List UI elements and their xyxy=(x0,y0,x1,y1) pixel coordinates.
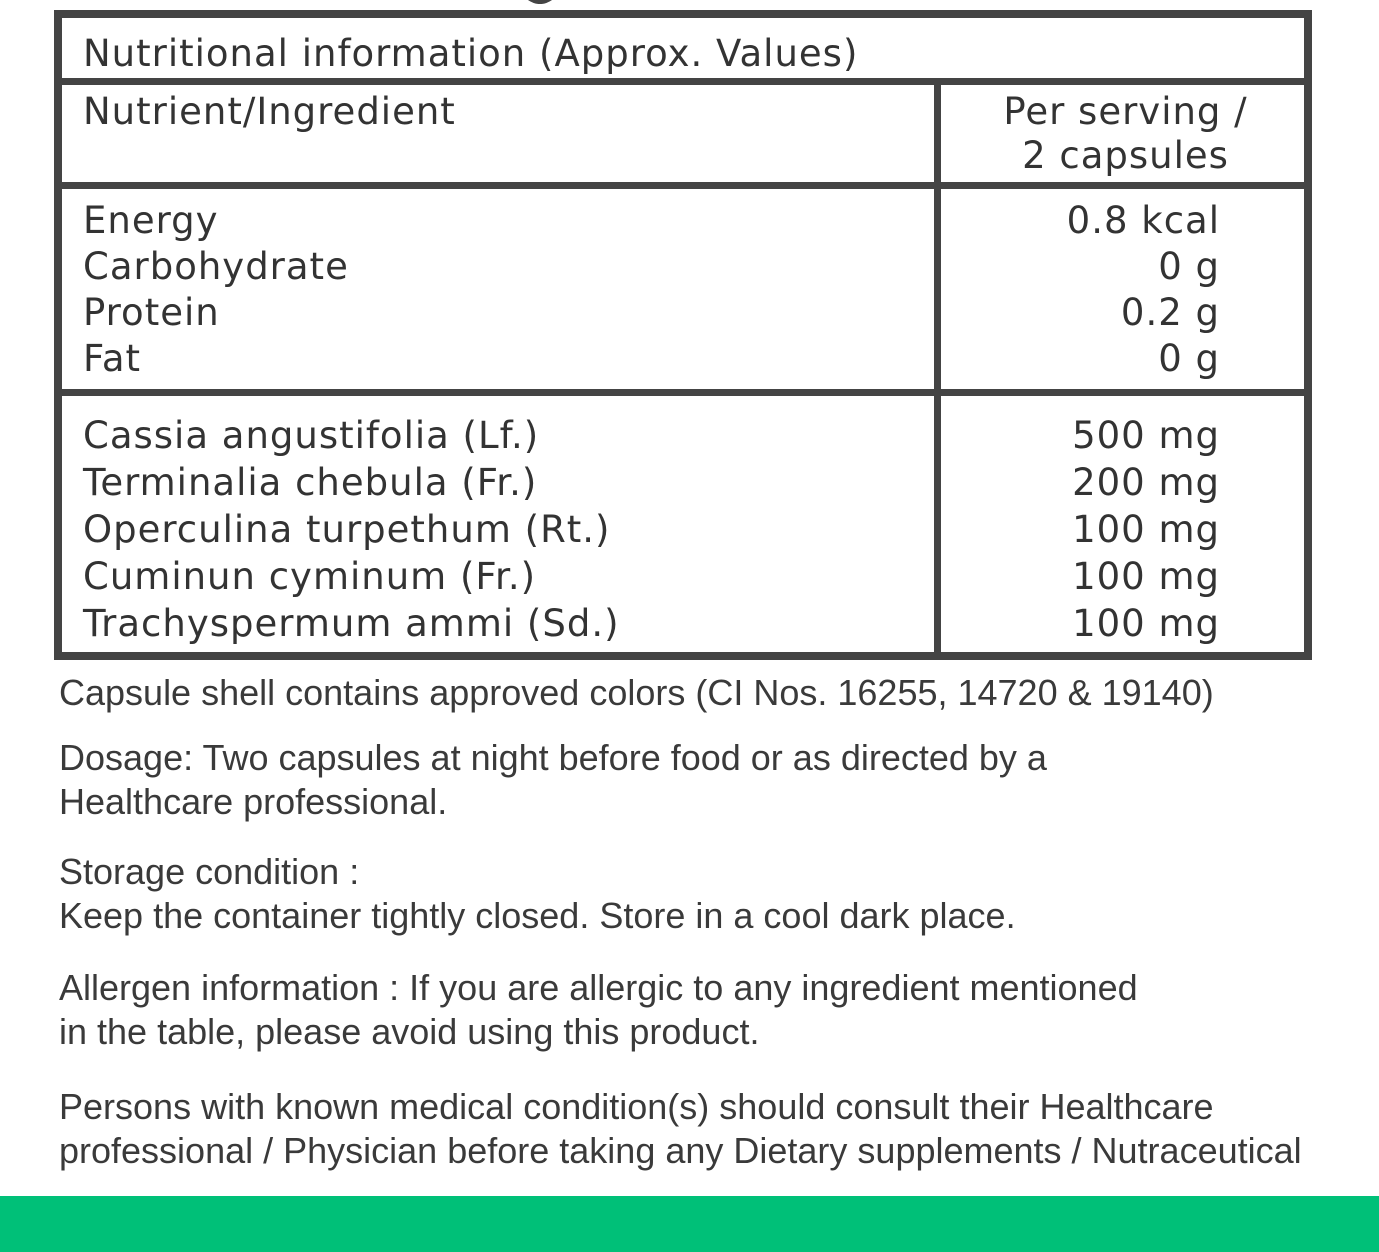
ingredient-value: 500 mg xyxy=(1072,414,1220,457)
dosage-note xyxy=(59,736,1369,824)
ingredient-values xyxy=(1072,412,1220,647)
ingredient-value: 200 mg xyxy=(1072,461,1220,504)
table-divider-header xyxy=(62,182,1304,189)
ingredient-name: Cassia angustifolia (Lf.) xyxy=(83,414,540,457)
ingredient-name: Operculina turpethum (Rt.) xyxy=(83,508,611,551)
persons-line1: Persons with known medical condition(s) should consult their Healthcare xyxy=(59,1086,1214,1127)
ingredient-name: Cuminun cyminum (Fr.) xyxy=(83,555,537,598)
per-serving-column-header xyxy=(948,90,1303,178)
capsule-shell-text: Capsule shell contains approved colors (CI Nos. 16255, 14720 & 19140) xyxy=(59,672,1214,713)
nutrient-value: 0 g xyxy=(1158,337,1220,380)
ingredient-value: 100 mg xyxy=(1072,602,1220,645)
ingredient-value: 100 mg xyxy=(1072,555,1220,598)
nutrient-column-header: Nutrient/Ingredient xyxy=(83,90,456,133)
table-title: Nutritional information (Approx. Values) xyxy=(83,32,859,75)
table-column-divider xyxy=(934,85,941,652)
storage-line2: Keep the container tightly closed. Store in a cool dark place. xyxy=(59,895,1016,936)
dosage-line2: Healthcare professional. xyxy=(59,781,448,822)
nutrient-value: 0.2 g xyxy=(1120,291,1220,334)
cropped-text-remnant xyxy=(520,0,560,4)
storage-line1: Storage condition : xyxy=(59,851,360,892)
nutrient-value: 0 g xyxy=(1158,245,1220,288)
nutrient-name: Energy xyxy=(83,199,219,242)
nutrient-values xyxy=(1067,198,1220,382)
ingredient-name: Trachyspermum ammi (Sd.) xyxy=(83,602,620,645)
allergen-note xyxy=(59,966,1369,1054)
ingredient-name: Terminalia chebula (Fr.) xyxy=(83,461,538,504)
nutrient-name: Fat xyxy=(83,337,142,380)
persons-line2: professional / Physician before taking any Dietary supplements / Nutraceutical xyxy=(59,1130,1302,1171)
nutrient-name: Protein xyxy=(83,291,220,334)
allergen-line1: Allergen information : If you are allergic to any ingredient mentioned xyxy=(59,967,1138,1008)
per-serving-header-line1: Per serving / xyxy=(1003,90,1248,133)
nutrition-table xyxy=(54,10,1312,660)
per-serving-header-line2: 2 capsules xyxy=(1022,134,1229,177)
footer-color-bar xyxy=(0,1196,1379,1252)
storage-note xyxy=(59,850,1369,938)
ingredient-value: 100 mg xyxy=(1072,508,1220,551)
allergen-line2: in the table, please avoid using this product. xyxy=(59,1011,760,1052)
table-divider-sections xyxy=(62,389,1304,396)
nutrient-value: 0.8 kcal xyxy=(1066,199,1220,242)
nutrient-name: Carbohydrate xyxy=(83,245,349,288)
table-divider-title xyxy=(62,78,1304,85)
nutrient-names xyxy=(83,198,349,382)
dosage-line1: Dosage: Two capsules at night before food or as directed by a xyxy=(59,737,1047,778)
ingredient-names xyxy=(83,412,620,647)
medical-condition-note xyxy=(59,1085,1369,1173)
capsule-shell-note xyxy=(59,671,1369,715)
